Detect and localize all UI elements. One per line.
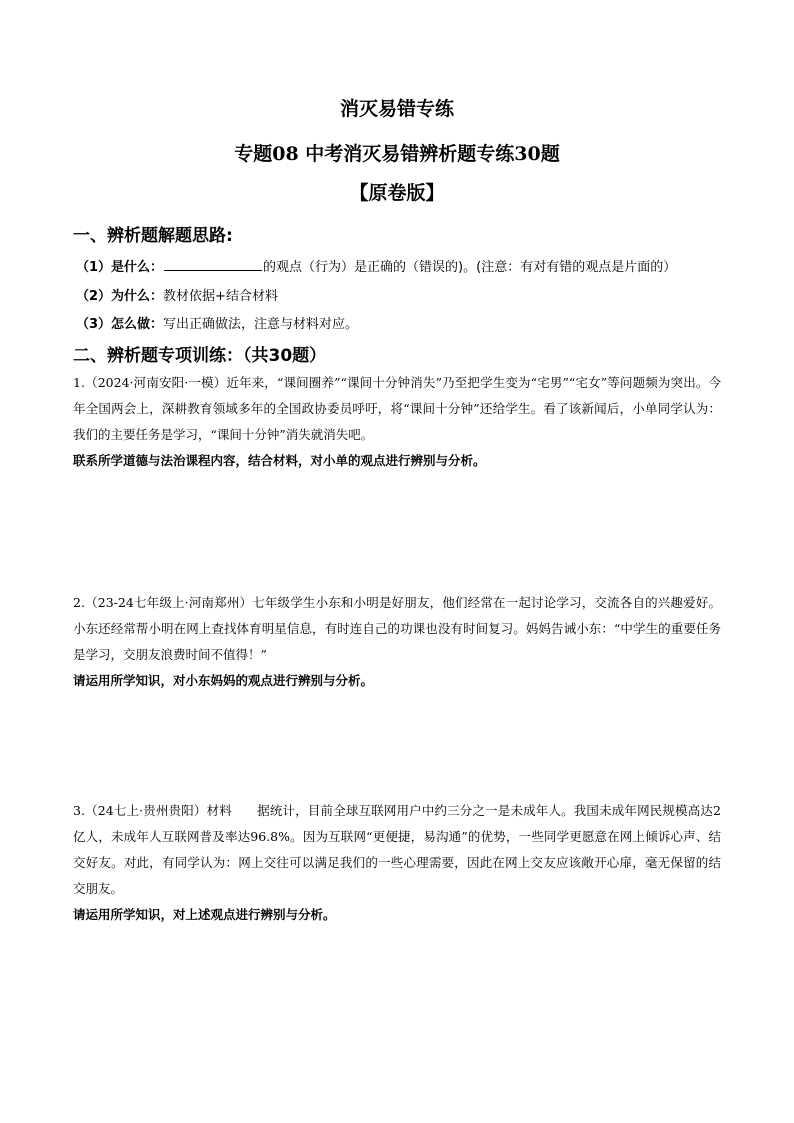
question-item	[73, 370, 721, 474]
step-how	[76, 313, 358, 332]
question-stem: 3.（24七上·贵州贵阳）材料 据统计，目前全球互联网用户中约三分之一是未成年人。我国未成年网民规模高达2亿人，未成年人互联网普及率达96.8%。因为互联网“更便捷，易沟通”的优势，一些同学更愿意在网上倾诉心声、结交好友。对此，有同学认为：网上交往可以满足我们的一些心理需要，因此在网上交友应该敞开心扉，毫无保留的结交朋友。	[73, 803, 721, 896]
question-item	[73, 590, 721, 694]
fill-blank	[164, 258, 262, 271]
question-stem: 2.（23-24七年级上·河南郑州）七年级学生小东和小明是好朋友，他们经常在一起讨论学习，交流各自的兴趣爱好。小东还经常帮小明在网上查找体育明星信息，有时连自己的功课也没有时间复习。妈妈告诫小东：“中学生的重要任务是学习，交朋友浪费时间不值得！”	[73, 595, 721, 662]
document-title: 消灭易错专练	[339, 98, 454, 120]
step-label: （1）是什么：	[76, 260, 164, 275]
step-what	[76, 256, 676, 275]
question-prompt: 请运用所学知识，对上述观点进行辨别与分析。	[73, 907, 336, 922]
question-stem: 1.（2024·河南安阳·一模）近年来，“课间圈养”“课间十分钟消失”乃至把学生变为“宅男”“宅女”等问题频为突出。今年全国两会上，深耕教育领域多年的全国政协委员呼吁，将“课间十分钟”还给学生。看了该新闻后，小单同学认为：我们的主要任务是学习，“课间十分钟”消失就消失吧。	[73, 375, 721, 442]
edition-label: 【原卷版】	[349, 182, 445, 204]
question-prompt: 联系所学道德与法治课程内容，结合材料，对小单的观点进行辨别与分析。	[73, 453, 486, 468]
step-why	[76, 285, 278, 304]
question-item	[73, 798, 721, 928]
step-label: （2）为什么：	[76, 289, 164, 304]
section-heading-training: 二、辨析题专项训练：（共30题）	[73, 346, 327, 366]
section-heading-approach: 一、辨析题解题思路:	[73, 226, 233, 246]
document-subtitle: 专题08 中考消灭易错辨析题专练30题	[234, 143, 560, 165]
question-prompt: 请运用所学知识，对小东妈妈的观点进行辨别与分析。	[73, 673, 374, 688]
step-label: （3）怎么做：	[76, 317, 164, 332]
step-text: 写出正确做法，注意与材料对应。	[163, 317, 359, 332]
step-text: 的观点（行为）是正确的（错误的)。(注意：有对有错的观点是片面的）	[263, 260, 677, 275]
step-text: 教材依据+结合材料	[163, 289, 278, 304]
